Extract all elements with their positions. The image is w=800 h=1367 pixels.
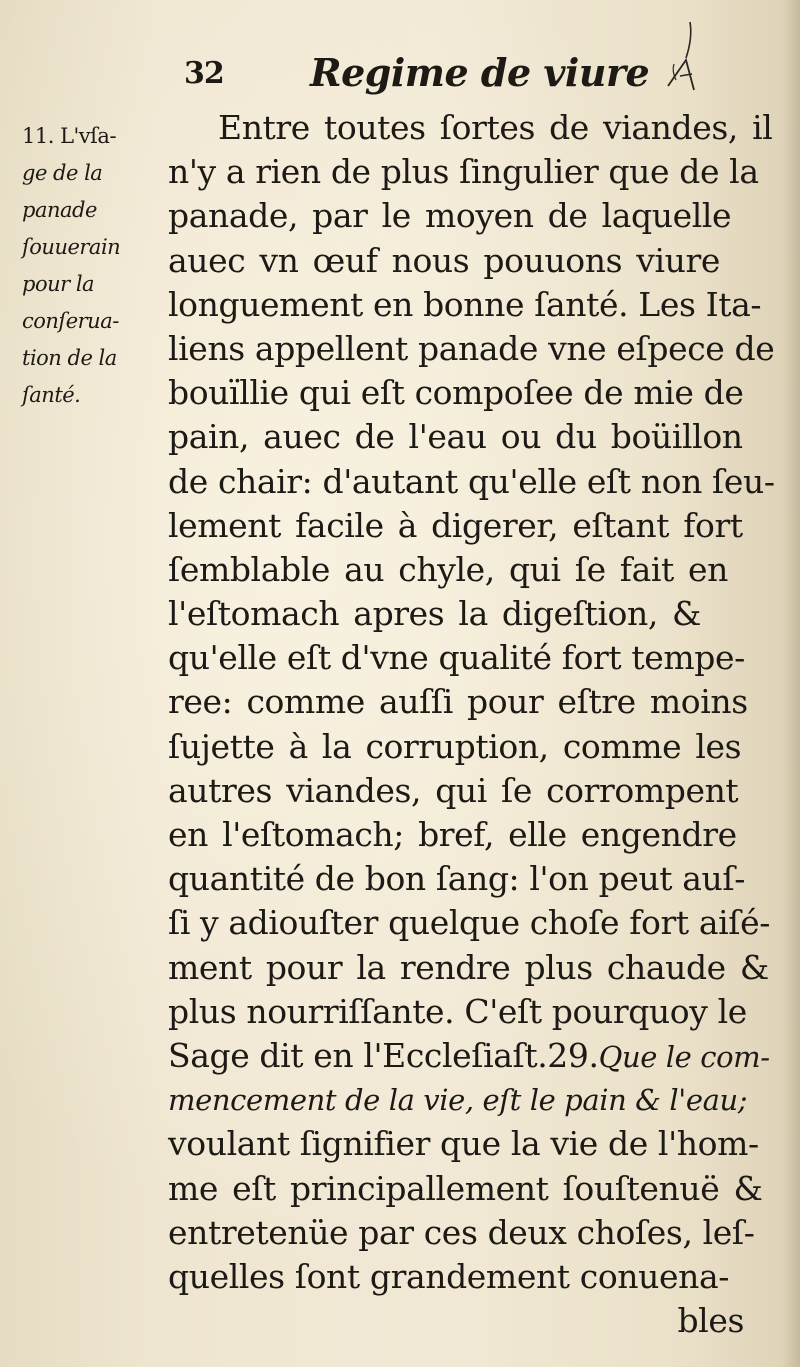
margin-note-line: conſerua- [22,309,119,333]
text-line: en l'eſtomach; bref, elle engendre [168,815,737,854]
margin-note-line: ſouuerain [22,235,121,259]
text-line: panade, par le moyen de laquelle [168,196,732,236]
text-line: auec vn œuf nous pouuons viure [168,240,721,280]
text-line: lement facile à digerer, eſtant fort [168,505,743,545]
text-line: plus nourriſſante. C'eſt pourquoy le [168,991,747,1031]
margin-note [22,118,182,414]
text-line [168,1034,768,1078]
text-line: autres viandes, qui ſe corrompent [168,770,739,810]
text-line: de chair: d'autant qu'elle eſt non ſeu- [168,461,775,501]
text-line: bouïllie qui eſt compoſee de mie de [168,373,744,413]
margin-note-line: 11. L'vſa- [22,124,117,148]
page-number: 32 [184,56,224,91]
margin-note-line: panade [22,198,97,222]
text-line: quelles ſont grandement conuena- [168,1256,730,1296]
text-line: Entre toutes ſortes de viandes, il [218,108,773,147]
margin-note-line: tion de la [22,346,117,370]
text-line: me eſt principallement ſouſtenuë & [168,1168,763,1208]
text-line: n'y a rien de plus ſingulier que de la [168,152,759,192]
text-line: voulant ſignifier que la vie de l'hom- [168,1124,759,1164]
margin-note-line: pour la [22,272,95,296]
margin-note-line: ſanté. [22,383,81,407]
margin-note-line: ge de la [22,161,103,185]
text-line: ſujette à la corruption, comme les [168,726,742,766]
text-line: liens appellent panade vne eſpece de [168,328,775,368]
catchword: bles [677,1301,744,1341]
italic-quote: Que le com- [598,1039,770,1074]
text-line: longuement en bonne ſanté. Les Ita- [168,284,762,324]
text-line: quantité de bon ſang: l'on peut auſ- [168,859,745,899]
ink-mark-icon [660,20,710,100]
text-line: ree: comme auſſi pour eſtre moins [168,682,748,722]
running-title: Regime de viure [310,50,650,95]
text-line: ment pour la rendre plus chaude & [168,947,769,987]
running-head [170,46,650,96]
text-line: pain, auec de l'eau ou du boüillon [168,417,743,457]
text-line: ſi y adiouſter quelque choſe fort aiſé- [168,903,770,943]
text-line: ſemblable au chyle, qui ſe fait en [168,549,728,589]
text-segment: Sage dit en l'Eccleſiaſt.29. [168,1035,599,1075]
text-line: entretenüe par ces deux choſes, leſ- [168,1212,755,1252]
italic-quote-line: mencement de la vie, eſt le pain & l'eau; [168,1083,748,1118]
text-line: qu'elle eſt d'vne qualité fort tempe- [168,638,745,678]
text-line: l'eſtomach apres la digeſtion, & [168,594,701,634]
body-text [168,106,775,1343]
